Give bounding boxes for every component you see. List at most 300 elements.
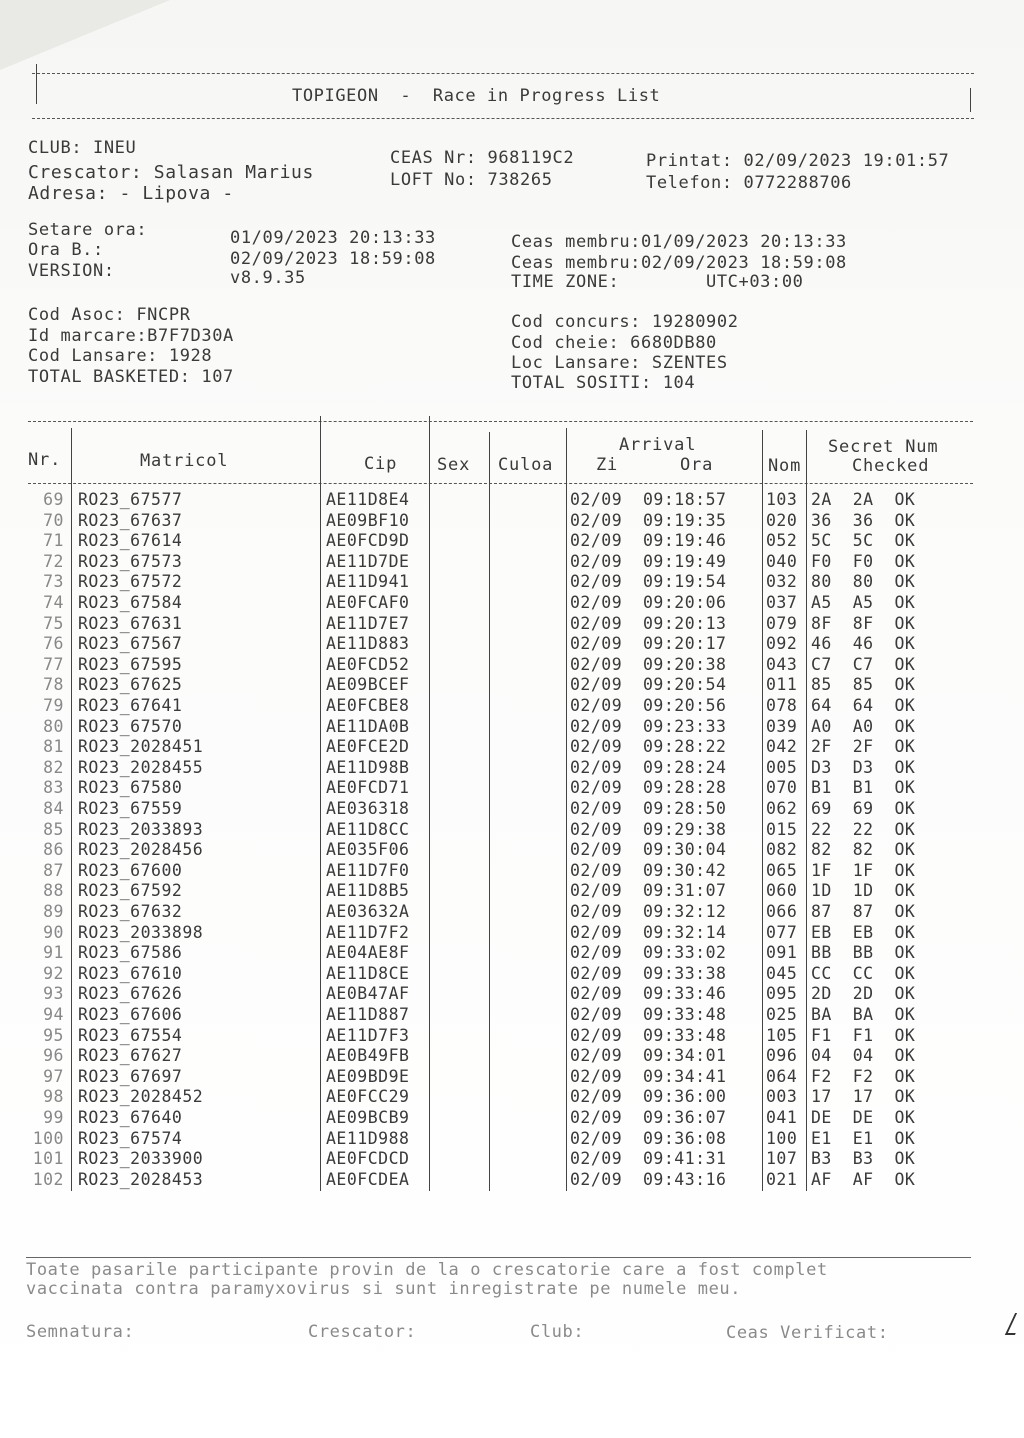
row-cip: AE11D8CE <box>326 963 410 983</box>
row-nom: 082 <box>766 840 798 860</box>
row-nom: 065 <box>766 860 798 880</box>
table-row <box>0 902 1024 923</box>
row-cip: AE11D7DE <box>326 551 410 571</box>
row-zi: 02/09 <box>570 1066 623 1086</box>
row-matricol: RO23_67554 <box>78 1025 183 1045</box>
row-ora: 09:28:50 <box>643 799 727 818</box>
row-zi: 02/09 <box>570 1087 623 1107</box>
row-nom: 096 <box>766 1046 798 1066</box>
row-matricol: RO23_67573 <box>78 551 183 571</box>
row-matricol: RO23_67697 <box>78 1066 183 1086</box>
row-zi: 02/09 <box>570 1025 623 1045</box>
printat: Printat: 02/09/2023 19:01:57 <box>646 151 950 171</box>
crescator-label: Crescator: Salasan Marius <box>28 162 314 183</box>
row-matricol: RO23_2028452 <box>78 1087 204 1107</box>
row-secret-checked: 80 80 OK <box>811 572 916 592</box>
table-row <box>0 964 1024 985</box>
row-matricol: RO23_2028456 <box>78 840 204 860</box>
row-zi: 02/09 <box>570 943 623 963</box>
row-secret-checked: 2A 2A OK <box>811 490 916 509</box>
row-ora: 09:20:56 <box>643 696 727 715</box>
row-nom: 037 <box>766 593 798 612</box>
row-secret-checked: F2 F2 OK <box>811 1066 916 1086</box>
row-secret-checked: 17 17 OK <box>811 1087 916 1107</box>
row-cip: AE11D7F0 <box>326 860 410 880</box>
row-zi: 02/09 <box>570 799 623 818</box>
row-ora: 09:31:07 <box>643 881 727 901</box>
cod-cheie: Cod cheie: 6680DB80 <box>511 333 717 353</box>
telefon: Telefon: 0772288706 <box>646 173 852 193</box>
row-ora: 09:33:02 <box>643 943 727 963</box>
row-cip: AE11D7F3 <box>326 1025 410 1045</box>
row-matricol: RO23_67567 <box>78 634 183 654</box>
row-matricol: RO23_67570 <box>78 716 183 736</box>
row-nom: 041 <box>766 1108 798 1127</box>
setare-value: 01/09/2023 20:13:33 <box>230 228 436 248</box>
row-secret-checked: 36 36 OK <box>811 510 916 530</box>
row-nr: 84 <box>43 799 64 818</box>
row-zi: 02/09 <box>570 613 623 633</box>
row-zi: 02/09 <box>570 531 623 551</box>
row-ora: 09:32:14 <box>643 922 727 942</box>
row-ora: 09:41:31 <box>643 1149 727 1169</box>
row-nr: 80 <box>43 716 64 736</box>
row-secret-checked: 46 46 OK <box>811 634 916 654</box>
row-zi: 02/09 <box>570 654 623 674</box>
row-nom: 011 <box>766 675 798 695</box>
row-secret-checked: 22 22 OK <box>811 819 916 839</box>
row-secret-checked: F0 F0 OK <box>811 551 916 571</box>
row-secret-checked: A0 A0 OK <box>811 716 916 736</box>
row-cip: AE11D7E7 <box>326 613 410 633</box>
cod-lansare: Cod Lansare: 1928 <box>28 346 213 366</box>
row-matricol: RO23_67559 <box>78 799 183 818</box>
row-nr: 87 <box>43 860 64 880</box>
row-matricol: RO23_67632 <box>78 902 183 921</box>
row-nr: 75 <box>43 613 64 633</box>
row-cip: AE11D883 <box>326 634 410 654</box>
row-cip: AE0FCD52 <box>326 654 410 674</box>
table-row <box>0 1067 1024 1088</box>
row-nr: 95 <box>43 1025 64 1045</box>
row-ora: 09:34:41 <box>643 1066 727 1086</box>
row-matricol: RO23_67577 <box>78 490 183 509</box>
row-cip: AE035F06 <box>326 840 410 860</box>
row-matricol: RO23_67574 <box>78 1128 183 1148</box>
header-matricol: Matricol <box>140 451 229 471</box>
row-zi: 02/09 <box>570 1149 623 1169</box>
row-ora: 09:30:42 <box>643 860 727 880</box>
row-zi: 02/09 <box>570 737 623 757</box>
row-secret-checked: C7 C7 OK <box>811 654 916 674</box>
table-row <box>0 511 1024 532</box>
time-zone-value: UTC+03:00 <box>706 272 804 292</box>
row-nom: 095 <box>766 984 798 1004</box>
row-nom: 021 <box>766 1169 798 1189</box>
ceas-membru-2: Ceas membru:02/09/2023 18:59:08 <box>511 253 847 273</box>
row-ora: 09:19:49 <box>643 551 727 571</box>
header-nr: Nr. <box>28 450 62 470</box>
row-nr: 93 <box>43 984 64 1004</box>
row-nr: 92 <box>43 963 64 983</box>
row-ora: 09:19:35 <box>643 510 727 530</box>
row-cip: AE0FCD71 <box>326 778 410 798</box>
row-zi: 02/09 <box>570 593 623 612</box>
table-row <box>0 1026 1024 1047</box>
row-cip: AE11D8CC <box>326 819 410 839</box>
row-secret-checked: B3 B3 OK <box>811 1149 916 1169</box>
row-nr: 74 <box>43 593 64 612</box>
row-cip: AE11D8B5 <box>326 881 410 901</box>
row-zi: 02/09 <box>570 696 623 715</box>
row-secret-checked: B1 B1 OK <box>811 778 916 798</box>
row-matricol: RO23_67641 <box>78 696 183 715</box>
row-matricol: RO23_67580 <box>78 778 183 798</box>
table-row <box>0 490 1024 511</box>
row-matricol: RO23_67640 <box>78 1108 183 1127</box>
row-ora: 09:36:07 <box>643 1108 727 1127</box>
table-row <box>0 923 1024 944</box>
row-matricol: RO23_2028451 <box>78 737 204 757</box>
row-secret-checked: 85 85 OK <box>811 675 916 695</box>
row-cip: AE11DA0B <box>326 716 410 736</box>
title-box-left-border <box>36 64 37 104</box>
row-cip: AE11D941 <box>326 572 410 592</box>
row-zi: 02/09 <box>570 922 623 942</box>
row-matricol: RO23_67631 <box>78 613 183 633</box>
row-ora: 09:34:01 <box>643 1046 727 1066</box>
total-sositi: TOTAL SOSITI: 104 <box>511 373 696 393</box>
row-secret-checked: 1F 1F OK <box>811 860 916 880</box>
row-cip: AE11D98B <box>326 757 410 777</box>
row-nr: 99 <box>43 1108 64 1127</box>
row-nom: 052 <box>766 531 798 551</box>
row-ora: 09:43:16 <box>643 1169 727 1189</box>
row-secret-checked: 2D 2D OK <box>811 984 916 1004</box>
row-matricol: RO23_67627 <box>78 1046 183 1066</box>
crescator-signature-label: Crescator: <box>308 1322 417 1342</box>
row-secret-checked: 1D 1D OK <box>811 881 916 901</box>
row-matricol: RO23_67600 <box>78 860 183 880</box>
table-row <box>0 861 1024 882</box>
table-row <box>0 881 1024 902</box>
row-matricol: RO23_2033893 <box>78 819 204 839</box>
row-zi: 02/09 <box>570 860 623 880</box>
version-label: VERSION: <box>28 261 115 281</box>
title-box-bottom-border <box>32 118 974 119</box>
table-row <box>0 820 1024 841</box>
row-ora: 09:28:22 <box>643 737 727 757</box>
title-box-right-border <box>970 88 971 112</box>
table-row <box>0 531 1024 552</box>
row-nr: 71 <box>43 531 64 551</box>
title-box-top-border <box>32 73 974 74</box>
header-checked: Checked <box>852 456 930 476</box>
row-nom: 042 <box>766 737 798 757</box>
row-nom: 003 <box>766 1087 798 1107</box>
row-ora: 09:20:38 <box>643 654 727 674</box>
row-cip: AE0FCD9D <box>326 531 410 551</box>
version-value: v8.9.35 <box>230 268 306 288</box>
row-zi: 02/09 <box>570 819 623 839</box>
row-nr: 81 <box>43 737 64 757</box>
table-row <box>0 737 1024 758</box>
row-nom: 045 <box>766 963 798 983</box>
row-nom: 092 <box>766 634 798 654</box>
table-row <box>0 572 1024 593</box>
row-nr: 82 <box>43 757 64 777</box>
row-nr: 79 <box>43 696 64 715</box>
row-secret-checked: 82 82 OK <box>811 840 916 860</box>
row-ora: 09:33:48 <box>643 1005 727 1024</box>
table-row <box>0 984 1024 1005</box>
row-zi: 02/09 <box>570 551 623 571</box>
ora-label: Ora B.: <box>28 240 104 260</box>
row-secret-checked: E1 E1 OK <box>811 1128 916 1148</box>
row-zi: 02/09 <box>570 1005 623 1024</box>
row-nom: 079 <box>766 613 798 633</box>
row-zi: 02/09 <box>570 572 623 592</box>
row-cip: AE09BCB9 <box>326 1108 410 1127</box>
row-nom: 062 <box>766 799 798 818</box>
row-ora: 09:20:17 <box>643 634 727 654</box>
row-matricol: RO23_67572 <box>78 572 183 592</box>
header-culoa: Culoa <box>498 455 554 475</box>
row-nr: 78 <box>43 675 64 695</box>
row-zi: 02/09 <box>570 778 623 798</box>
row-nr: 83 <box>43 778 64 798</box>
ora-value: 02/09/2023 18:59:08 <box>230 249 436 269</box>
row-cip: AE04AE8F <box>326 943 410 963</box>
row-cip: AE11D988 <box>326 1128 410 1148</box>
row-zi: 02/09 <box>570 1169 623 1189</box>
row-nom: 032 <box>766 572 798 592</box>
row-cip: AE0B47AF <box>326 984 410 1004</box>
row-nom: 064 <box>766 1066 798 1086</box>
row-cip: AE09BD9E <box>326 1066 410 1086</box>
table-row <box>0 655 1024 676</box>
row-secret-checked: 2F 2F OK <box>811 737 916 757</box>
row-ora: 09:33:48 <box>643 1025 727 1045</box>
row-secret-checked: EB EB OK <box>811 922 916 942</box>
row-cip: AE0FCAF0 <box>326 593 410 612</box>
statement-line-2: vaccinata contra paramyxovirus si sunt inregistrate pe numele meu. <box>26 1279 742 1299</box>
row-nom: 107 <box>766 1149 798 1169</box>
row-nr: 98 <box>43 1087 64 1107</box>
row-zi: 02/09 <box>570 634 623 654</box>
row-nr: 86 <box>43 840 64 860</box>
setare-label: Setare ora: <box>28 220 148 240</box>
loft-no: LOFT No: 738265 <box>390 170 553 190</box>
table-row <box>0 1170 1024 1191</box>
table-row <box>0 778 1024 799</box>
row-ora: 09:20:13 <box>643 613 727 633</box>
table-row <box>0 1129 1024 1150</box>
row-secret-checked: BB BB OK <box>811 943 916 963</box>
row-secret-checked: BA BA OK <box>811 1005 916 1024</box>
row-nom: 105 <box>766 1025 798 1045</box>
row-secret-checked: F1 F1 OK <box>811 1025 916 1045</box>
row-cip: AE0B49FB <box>326 1046 410 1066</box>
row-cip: AE0FCE2D <box>326 737 410 757</box>
row-matricol: RO23_2028453 <box>78 1169 204 1189</box>
row-secret-checked: 04 04 OK <box>811 1046 916 1066</box>
row-matricol: RO23_67610 <box>78 963 183 983</box>
row-nom: 091 <box>766 943 798 963</box>
row-ora: 09:19:54 <box>643 572 727 592</box>
row-nr: 96 <box>43 1046 64 1066</box>
header-secret-num: Secret Num <box>828 437 939 457</box>
row-ora: 09:36:08 <box>643 1128 727 1148</box>
row-ora: 09:20:54 <box>643 675 727 695</box>
table-row <box>0 943 1024 964</box>
table-row <box>0 1108 1024 1129</box>
table-row <box>0 634 1024 655</box>
row-cip: AE11D887 <box>326 1005 410 1024</box>
row-nom: 005 <box>766 757 798 777</box>
row-ora: 09:19:46 <box>643 531 727 551</box>
table-row <box>0 614 1024 635</box>
header-cip: Cip <box>364 454 398 474</box>
row-nr: 85 <box>43 819 64 839</box>
table-row <box>0 1046 1024 1067</box>
row-nom: 103 <box>766 490 798 509</box>
table-row <box>0 696 1024 717</box>
adresa-label: Adresa: - Lipova - <box>28 183 234 204</box>
row-nom: 039 <box>766 716 798 736</box>
row-secret-checked: D3 D3 OK <box>811 757 916 777</box>
row-nom: 040 <box>766 551 798 571</box>
table-header-top-border <box>28 421 973 422</box>
row-nr: 90 <box>43 922 64 942</box>
table-header-bottom-border <box>28 483 973 484</box>
table-row <box>0 717 1024 738</box>
row-ora: 09:29:38 <box>643 819 727 839</box>
loc-lansare: Loc Lansare: SZENTES <box>511 353 728 373</box>
row-zi: 02/09 <box>570 881 623 901</box>
row-zi: 02/09 <box>570 510 623 530</box>
row-nr: 101 <box>32 1149 64 1169</box>
row-nr: 77 <box>43 654 64 674</box>
row-nom: 078 <box>766 696 798 715</box>
footer-divider <box>26 1257 971 1258</box>
row-matricol: RO23_67637 <box>78 510 183 530</box>
table-row <box>0 799 1024 820</box>
row-nr: 69 <box>43 490 64 509</box>
row-matricol: RO23_67592 <box>78 881 183 901</box>
row-cip: AE11D8E4 <box>326 490 410 509</box>
row-nr: 70 <box>43 510 64 530</box>
row-zi: 02/09 <box>570 902 623 921</box>
row-nom: 043 <box>766 654 798 674</box>
row-matricol: RO23_67626 <box>78 984 183 1004</box>
table-row <box>0 675 1024 696</box>
header-zi: Zi <box>596 455 619 475</box>
row-ora: 09:28:24 <box>643 757 727 777</box>
paper-fold <box>0 0 170 70</box>
row-nom: 025 <box>766 1005 798 1024</box>
row-nr: 102 <box>32 1169 64 1189</box>
table-row <box>0 840 1024 861</box>
table-row <box>0 1149 1024 1170</box>
row-cip: AE0FCDEA <box>326 1169 410 1189</box>
row-matricol: RO23_2033900 <box>78 1149 204 1169</box>
row-secret-checked: 87 87 OK <box>811 902 916 921</box>
row-nom: 020 <box>766 510 798 530</box>
row-matricol: RO23_2028455 <box>78 757 204 777</box>
row-zi: 02/09 <box>570 716 623 736</box>
time-zone-label: TIME ZONE: <box>511 272 620 292</box>
row-ora: 09:20:06 <box>643 593 727 612</box>
table-row <box>0 1005 1024 1026</box>
row-nr: 91 <box>43 943 64 963</box>
row-nom: 070 <box>766 778 798 798</box>
row-nr: 100 <box>32 1128 64 1148</box>
row-secret-checked: 8F 8F OK <box>811 613 916 633</box>
row-ora: 09:32:12 <box>643 902 727 921</box>
row-cip: AE11D7F2 <box>326 922 410 942</box>
row-secret-checked: 64 64 OK <box>811 696 916 715</box>
row-matricol: RO23_67606 <box>78 1005 183 1024</box>
row-cip: AE0FCBE8 <box>326 696 410 715</box>
row-cip: AE0FCDCD <box>326 1149 410 1169</box>
row-ora: 09:23:33 <box>643 716 727 736</box>
row-matricol: RO23_67595 <box>78 654 183 674</box>
row-nom: 077 <box>766 922 798 942</box>
table-row <box>0 1087 1024 1108</box>
semnatura-label: Semnatura: <box>26 1322 135 1342</box>
row-nr: 89 <box>43 902 64 921</box>
row-nom: 015 <box>766 819 798 839</box>
row-cip: AE0FCC29 <box>326 1087 410 1107</box>
row-ora: 09:30:04 <box>643 840 727 860</box>
row-nr: 97 <box>43 1066 64 1086</box>
table-row <box>0 593 1024 614</box>
row-zi: 02/09 <box>570 675 623 695</box>
row-nr: 72 <box>43 551 64 571</box>
row-matricol: RO23_2033898 <box>78 922 204 942</box>
row-ora: 09:28:28 <box>643 778 727 798</box>
club-signature-label: Club: <box>530 1322 585 1342</box>
row-cip: AE036318 <box>326 799 410 818</box>
row-ora: 09:18:57 <box>643 490 727 509</box>
row-zi: 02/09 <box>570 1046 623 1066</box>
total-basketed: TOTAL BASKETED: 107 <box>28 367 234 387</box>
row-nr: 76 <box>43 634 64 654</box>
row-nom: 060 <box>766 881 798 901</box>
row-zi: 02/09 <box>570 757 623 777</box>
row-secret-checked: A5 A5 OK <box>811 593 916 612</box>
header-sex: Sex <box>437 455 471 475</box>
row-nom: 100 <box>766 1128 798 1148</box>
id-marcare: Id marcare:B7F7D30A <box>28 326 234 346</box>
table-row <box>0 552 1024 573</box>
row-secret-checked: CC CC OK <box>811 963 916 983</box>
cod-asoc: Cod Asoc: FNCPR <box>28 305 191 325</box>
row-cip: AE09BCEF <box>326 675 410 695</box>
row-matricol: RO23_67584 <box>78 593 183 612</box>
row-zi: 02/09 <box>570 1108 623 1127</box>
header-ora: Ora <box>680 455 714 475</box>
row-zi: 02/09 <box>570 1128 623 1148</box>
row-cip: AE09BF10 <box>326 510 410 530</box>
ceas-membru-1: Ceas membru:01/09/2023 20:13:33 <box>511 232 847 252</box>
row-matricol: RO23_67625 <box>78 675 183 695</box>
header-nom: Nom <box>768 456 802 476</box>
row-nr: 73 <box>43 572 64 592</box>
header-arrival: Arrival <box>619 435 697 455</box>
row-ora: 09:33:38 <box>643 963 727 983</box>
